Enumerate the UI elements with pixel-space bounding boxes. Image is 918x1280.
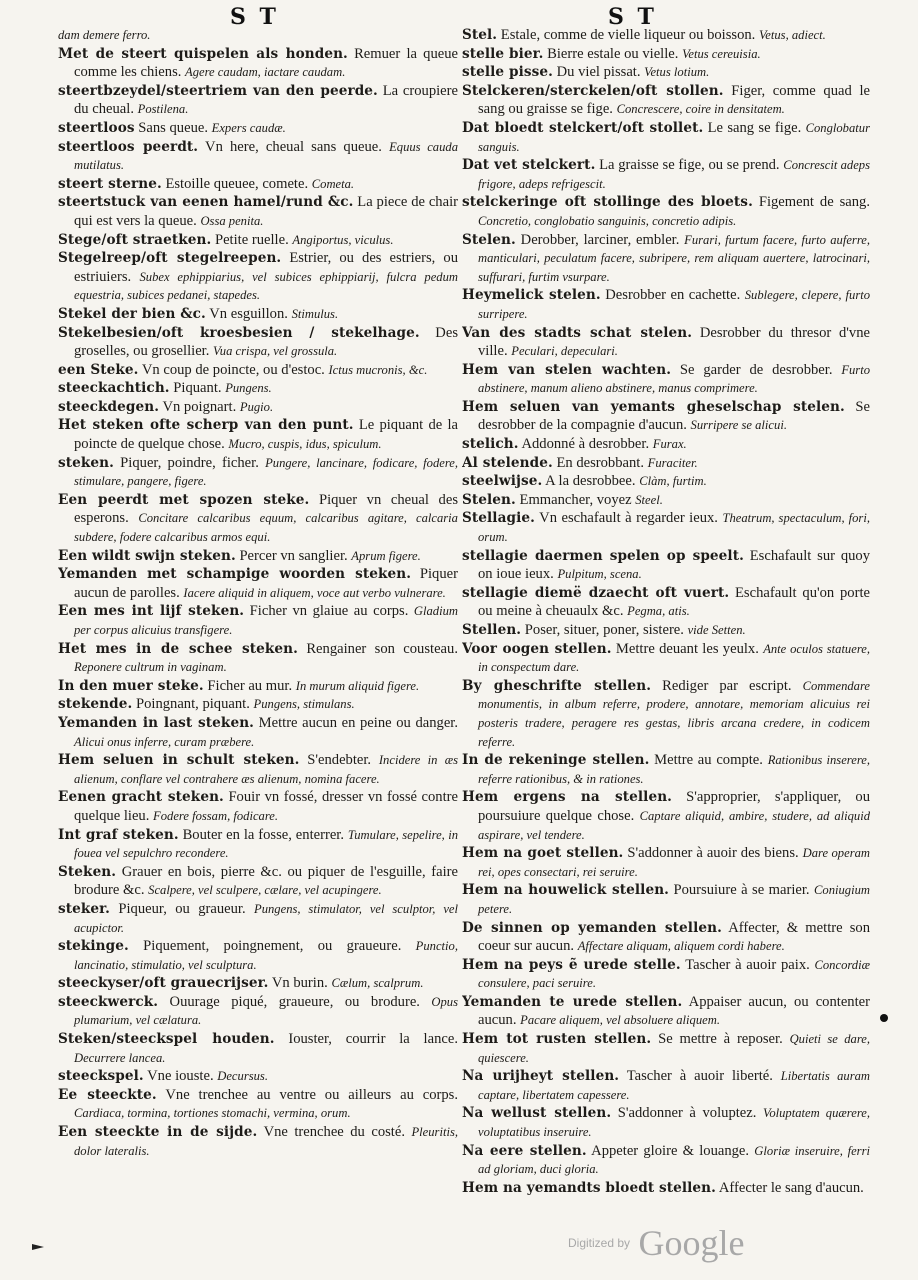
dictionary-entry (462, 1104, 870, 1141)
entry-headword: steert sterne. (58, 175, 162, 192)
entry-headword: Het steken ofte scherp van den punt. (58, 417, 354, 434)
dictionary-entry (462, 398, 870, 435)
dictionary-entry (58, 937, 458, 974)
dictionary-entry (58, 361, 458, 380)
entry-french-gloss: Eschafault qu'on porte ou meine à cheuaulx &c. (478, 584, 870, 620)
entry-french-gloss: Rengainer son cousteau. (297, 640, 458, 657)
entry-headword: steertloos peerdt. (58, 138, 199, 155)
entry-headword: Stellen. (462, 622, 522, 638)
dictionary-entry (462, 640, 870, 677)
entry-headword: Hem na goet stellen. (462, 845, 624, 862)
dictionary-entry (462, 1067, 870, 1104)
entry-latin-gloss: Pungens, stimulator, vel sculptor, vel acupictor. (74, 901, 458, 935)
entry-french-gloss: Du viel pissat. (552, 64, 645, 81)
entry-headword: By gheschrifte stellen. (462, 677, 652, 694)
entry-headword: steertbzeydel/steertriem van den peerde. (58, 82, 378, 99)
entry-french-gloss: Estrier, ou des estriers, ou estriuiers. (74, 250, 458, 285)
dictionary-entry (58, 231, 458, 250)
entry-latin-gloss: Cardiaca, tormina, tortiones stomachi, vermina, orum. (74, 1106, 351, 1121)
entry-french-gloss: Vne trenchee au ventre ou ailleurs au corps. (156, 1086, 458, 1103)
entry-latin-gloss: Scalpere, vel sculpere, cælare, vel acupingere. (148, 883, 382, 898)
dictionary-entry (58, 416, 458, 453)
entry-headword: Int graf steken. (58, 826, 179, 843)
dictionary-entry (58, 82, 458, 119)
entry-latin-gloss: Gladium per corpus alicuius transfigere. (74, 604, 458, 637)
entry-french-gloss: Iouster, courrir la lance. (274, 1031, 458, 1048)
right-column (462, 26, 870, 1271)
entry-french-gloss: Piqueur, ou graueur. (110, 900, 255, 917)
entry-french-gloss: Figer, comme quad le sang ou graisse se fige. (478, 82, 870, 118)
dictionary-entry (462, 677, 870, 751)
entry-headword: Hem tot rusten stellen. (462, 1031, 652, 1048)
entry-french-gloss: Derobber, larciner, embler. (515, 231, 685, 248)
entry-latin-gloss: Angiportus, viculus. (292, 232, 394, 247)
running-head-right: S T (608, 4, 657, 30)
entry-french-gloss: Mettre au compte. (649, 752, 768, 769)
entry-latin-gloss: Furaciter. (647, 455, 698, 470)
entry-headword: stelich. (462, 436, 519, 453)
entry-latin-gloss: In murum aliquid figere. (295, 678, 420, 693)
dictionary-entry (58, 1067, 458, 1086)
entry-headword: steeckspel. (58, 1068, 144, 1085)
entry-french-gloss: Se desrobber de la compagnie d'aucun. (478, 398, 870, 434)
entry-headword: De sinnen op yemanden stellen. (462, 919, 722, 936)
entry-latin-gloss: Coniugium petere. (478, 883, 870, 916)
entry-latin-gloss: Libertatis auram captare, libertatem capessere. (478, 1069, 870, 1102)
entry-headword: steertloos (58, 119, 135, 136)
ink-dot-mark (880, 1014, 888, 1022)
entry-headword: Hem na yemandts bloedt stellen. (462, 1179, 716, 1196)
entry-headword: Dat bloedt stelckert/oft stollet. (462, 119, 704, 136)
dictionary-entry (58, 788, 458, 825)
entry-headword: stellagie daermen spelen op speelt. (462, 547, 744, 564)
entry-french-gloss: Ouurage piqué, graueure, ou brodure. (158, 993, 432, 1010)
entry-french-gloss: La piece de chair qui est vers la queue. (74, 194, 458, 229)
entry-latin-gloss: Concretio, conglobatio sanguinis, concretio adipis. (478, 213, 737, 228)
entry-french-gloss: Figement de sang. (752, 194, 870, 211)
entry-latin-gloss: Ossa penita. (200, 213, 264, 228)
dictionary-entry (462, 26, 870, 45)
entry-headword: Hem ergens na stellen. (462, 789, 673, 806)
dictionary-entry (462, 286, 870, 323)
entry-headword: Na eere stellen. (462, 1142, 587, 1159)
margin-arrow-mark (32, 1244, 44, 1250)
entry-latin-gloss: Alicui onus inferre, curam præbere. (74, 734, 255, 749)
entry-french-gloss: Sans queue. (134, 119, 212, 136)
entry-headword: steeckdegen. (58, 398, 160, 415)
dictionary-entry (58, 491, 458, 547)
dictionary-entry (462, 82, 870, 119)
entry-french-gloss: Se mettre à reposer. (651, 1031, 790, 1048)
dictionary-entry (58, 1123, 458, 1160)
dictionary-entry (58, 677, 458, 696)
dictionary-entry (462, 993, 870, 1030)
dictionary-entry (462, 956, 870, 993)
entry-french-gloss: Eschafault sur quoy on ioue ieux. (478, 547, 870, 583)
entry-french-gloss: S'addonner à auoir des biens. (623, 845, 803, 862)
entry-headword: stellagie diemë dzaecht oft vuert. (462, 584, 730, 601)
entry-headword: steeckachtich. (58, 380, 170, 397)
entry-headword: Voor oogen stellen. (462, 640, 612, 657)
dictionary-entry (462, 156, 870, 193)
entry-french-gloss: Addonné à desrobber. (518, 436, 653, 453)
dictionary-entry (58, 1030, 458, 1067)
entry-latin-gloss: Furari, furtum facere, furto auferre, manticulari, peculatum facere, subripere, rem aliquam auertere, latrocinari, suffurari, furtim vsurpare. (478, 232, 870, 284)
entry-headword: Na urijheyt stellen. (462, 1068, 620, 1085)
entry-french-gloss: Tascher à auoir liberté. (619, 1068, 781, 1085)
entry-headword: Stekelbesien/oft kroesbesien / stekelhage. (58, 324, 420, 341)
digitized-watermark (568, 1222, 744, 1264)
dictionary-entry (58, 695, 458, 714)
dictionary-entry (462, 63, 870, 82)
entry-latin-gloss: Captare aliquid, ambire, studere, ad aliquid aspirare, vel tendere. (478, 808, 870, 842)
entry-french-gloss: Percer vn sanglier. (235, 547, 352, 564)
entry-latin-gloss: Sublegere, clepere, furto surripere. (478, 288, 870, 321)
dictionary-entry (58, 863, 458, 900)
entry-latin-gloss: Equus cauda mutilatus. (74, 139, 458, 173)
entry-french-gloss: Tascher à auoir paix. (680, 956, 815, 973)
dictionary-entry (462, 45, 870, 64)
entry-french-gloss: Bierre estale ou vielle. (543, 45, 683, 62)
entry-latin-gloss: Concordiæ consulere, paci seruire. (478, 957, 870, 991)
entry-latin-gloss: Furax. (652, 437, 687, 452)
entry-latin-gloss: Pulpitum, scena. (557, 567, 642, 582)
entry-latin-gloss: Clàm, furtim. (639, 474, 707, 489)
entry-headword: Stellagie. (462, 510, 535, 527)
dictionary-entry (462, 1030, 870, 1067)
entry-latin-gloss: Pungens, stimulans. (253, 697, 355, 712)
dictionary-entry (58, 119, 458, 138)
entry-latin-gloss: Opus plumarium, vel cælatura. (74, 994, 458, 1028)
entry-latin-gloss: Incidere in æs alienum, conflare vel contrahere æs alienum, nomina facere. (74, 753, 458, 786)
entry-latin-gloss: Conglobatur sanguis. (478, 120, 870, 154)
entry-latin-gloss: Dare operam rei, opes consectari, rei seruire. (478, 846, 870, 879)
entry-headword: Na wellust stellen. (462, 1105, 612, 1122)
entry-french-gloss: Desrobber du thresor d'vne ville. (478, 324, 870, 360)
entry-french-gloss: La graisse se fige, ou se prend. (595, 157, 784, 174)
dictionary-entry (462, 844, 870, 881)
dictionary-entry (58, 454, 458, 491)
entry-french-gloss: Des groselles, ou grosellier. (74, 324, 458, 360)
entry-latin-gloss: Pacare aliquem, vel absoluere aliquem. (520, 1013, 720, 1028)
running-head-left: S T (230, 4, 279, 30)
entry-headword: steertstuck van eenen hamel/rund &c. (58, 194, 354, 211)
dictionary-entry (462, 193, 870, 230)
entry-latin-gloss: Rationibus inserere, referre rationibus, & in rationes. (478, 753, 870, 786)
dictionary-entry (58, 714, 458, 751)
dictionary-entry (462, 231, 870, 287)
entry-latin-gloss: dam demere ferro. (58, 28, 151, 42)
entry-headword: Een steeckte in de sijde. (58, 1124, 258, 1141)
entry-latin-gloss: Pungens. (225, 381, 272, 396)
entry-french-gloss: Estale, comme de vielle liqueur ou boisson. (497, 27, 759, 43)
entry-latin-gloss: Fodere fossam, fodicare. (153, 808, 279, 823)
entry-latin-gloss: Cælum, scalprum. (331, 976, 424, 991)
dictionary-entry (462, 361, 870, 398)
entry-latin-gloss: Quieti se dare, quiescere. (478, 1032, 870, 1065)
left-column (58, 26, 458, 1271)
entry-headword: Stegelreep/oft stegelreepen. (58, 250, 282, 267)
dictionary-entry (462, 509, 870, 546)
entry-headword: Een wildt swijn steken. (58, 547, 236, 564)
entry-french-gloss: Piquer vn cheual des esperons. (74, 491, 458, 527)
entry-french-gloss: Poser, situer, poner, sistere. (521, 622, 688, 638)
dictionary-entry (462, 472, 870, 491)
entry-headword: steker. (58, 900, 110, 917)
entry-latin-gloss: Steel. (635, 492, 663, 507)
entry-french-gloss: Petite ruelle. (211, 231, 293, 248)
entry-latin-gloss: Decursus. (217, 1069, 268, 1084)
entry-latin-gloss: Theatrum, spectaculum, fori, orum. (478, 511, 870, 545)
entry-french-gloss: Grauer en bois, pierre &c. ou piquer de l'esguille, faire brodure &c. (74, 863, 458, 899)
entry-french-gloss: Mettre aucun en peine ou danger. (254, 714, 458, 731)
dictionary-entry (58, 193, 458, 230)
entry-latin-gloss: Concrescere, coire in densitatem. (616, 102, 785, 117)
entry-french-gloss: A la desrobbee. (542, 473, 640, 490)
entry-french-gloss: La croupiere du cheual. (74, 82, 458, 118)
entry-headword: stelckeringe oft stollinge des bloets. (462, 194, 753, 211)
entry-latin-gloss: Stimulus. (291, 306, 339, 321)
entry-headword: Hem na peys ẽ urede stelle. (462, 956, 681, 973)
dictionary-entry (58, 900, 458, 937)
entry-french-gloss: Appeter gloire & louange. (586, 1142, 755, 1159)
entry-headword: Stelen. (462, 231, 516, 248)
entry-french-gloss: En desrobbant. (552, 454, 648, 471)
entry-headword: Dat vet stelckert. (462, 157, 596, 174)
entry-latin-gloss: Peculari, depeculari. (511, 344, 618, 359)
entry-headword: Hem seluen van yemants gheselschap stelen. (462, 398, 845, 415)
entry-french-gloss: Ficher au mur. (203, 677, 296, 694)
entry-french-gloss: S'approprier, s'appliquer, ou poursuiure quelque chose. (478, 789, 870, 824)
dictionary-entry (58, 547, 458, 566)
entry-latin-gloss: Mucro, cuspis, idus, spiculum. (228, 437, 382, 452)
entry-headword: stelle pisse. (462, 64, 553, 81)
dictionary-entry (58, 138, 458, 175)
entry-headword: Al stelende. (462, 454, 553, 471)
entry-latin-gloss: Concitare calcaribus equum, calcaribus agitare, calcaria subdere, fodere calcaribus armos equi. (74, 511, 458, 545)
entry-french-gloss: Vne trenchee du costé. (257, 1124, 412, 1141)
entry-french-gloss: Estoille queuee, comete. (161, 175, 312, 192)
entry-french-gloss: Piquer, poindre, ficher. (113, 454, 266, 471)
entry-latin-gloss: Ante oculos statuere, in conspectum dare. (478, 641, 870, 675)
dictionary-entry (462, 491, 870, 510)
dictionary-entry (462, 584, 870, 621)
entry-headword: Yemanden te urede stellen. (462, 993, 683, 1010)
dictionary-entry (462, 788, 870, 844)
entry-headword: Heymelick stelen. (462, 287, 601, 304)
entry-french-gloss: Piquant. (169, 380, 226, 397)
entry-french-gloss: Appaiser aucun, ou contenter aucun. (478, 993, 870, 1029)
entry-headword: Stekel der bien &c. (58, 305, 206, 322)
entry-headword: Steken/steeckspel houden. (58, 1031, 275, 1048)
entry-latin-gloss: Vetus, adiect. (758, 28, 826, 42)
entry-headword: stelle bier. (462, 45, 544, 62)
watermark-small-text: Digitized by (568, 1236, 631, 1250)
entry-latin-gloss: Reponere cultrum in vaginam. (74, 660, 227, 675)
dictionary-entry (462, 547, 870, 584)
entry-headword: Yemanden met schampige woorden steken. (58, 566, 412, 583)
dictionary-entry (58, 826, 458, 863)
entry-headword: steelwijse. (462, 473, 543, 490)
entry-latin-gloss: Ictus mucronis, &c. (328, 362, 428, 377)
entry-french-gloss: Vn esguillon. (205, 305, 292, 322)
dictionary-entry (58, 45, 458, 82)
entry-headword: Ee steeckte. (58, 1086, 157, 1103)
dictionary-entry (462, 1179, 870, 1198)
entry-headword: Hem van stelen wachten. (462, 361, 672, 378)
entry-french-gloss: S'addonner à voluptez. (611, 1105, 764, 1122)
entry-latin-gloss: Vetus lotium. (644, 65, 710, 80)
dictionary-entry (58, 324, 458, 361)
entry-headword: Yemanden in last steken. (58, 714, 255, 731)
entry-latin-gloss: vide Setten. (687, 623, 746, 637)
entry-latin-gloss: Commendare monumentis, in album referre, prodere, annotare, memoriam alicuius rei posteris tradere, peragere res gestas, libris arcana credere, in codicem referre. (478, 678, 870, 749)
entry-latin-gloss: Pugio. (239, 399, 274, 414)
entry-headword: stekende. (58, 696, 133, 713)
dictionary-entry (58, 26, 458, 45)
entry-headword: In den muer steke. (58, 677, 204, 694)
entry-french-gloss: Affecter, & mettre son coeur sur aucun. (478, 919, 870, 955)
entry-french-gloss: Poursuiure à se marier. (669, 882, 814, 899)
entry-headword: Stel. (462, 27, 498, 43)
dictionary-entry (462, 919, 870, 956)
entry-headword: Met de steert quispelen als honden. (58, 45, 348, 62)
entry-headword: stekinge. (58, 938, 129, 955)
entry-headword: steeckyser/oft grauecrijser. (58, 975, 269, 992)
dictionary-entry (58, 751, 458, 788)
entry-french-gloss: Emmancher, voyez (515, 491, 636, 508)
entry-french-gloss: Fouir vn fossé, dresser vn fossé contre quelque lieu. (74, 789, 458, 824)
entry-latin-gloss: Vua crispa, vel grossula. (213, 344, 338, 359)
entry-french-gloss: S'endebter. (299, 752, 379, 769)
dictionary-entry (462, 881, 870, 918)
dictionary-entry (462, 119, 870, 156)
entry-headword: Het mes in de schee steken. (58, 640, 298, 657)
entry-latin-gloss: Cometa. (311, 176, 355, 191)
entry-french-gloss: Rediger par escript. (651, 677, 803, 694)
entry-latin-gloss: Tumulare, sepelire, in fouea vel sepulchro recondere. (74, 827, 458, 861)
entry-headword: Een peerdt met spozen steke. (58, 491, 310, 508)
dictionary-entry (58, 305, 458, 324)
entry-latin-gloss: Voluptatem quærere, voluptatibus inseruire. (478, 1106, 870, 1140)
entry-latin-gloss: Postilena. (137, 102, 189, 117)
entry-latin-gloss: Surripere se alicui. (690, 418, 787, 433)
entry-french-gloss: Le sang se fige. (703, 119, 806, 136)
entry-latin-gloss: Expers caudæ. (211, 120, 286, 135)
entry-latin-gloss: Pleuritis, dolor lateralis. (74, 1125, 458, 1158)
entry-french-gloss: Remuer la queue comme les chiens. (74, 45, 458, 81)
entry-french-gloss: Piquement, poingnement, ou graueure. (128, 938, 416, 955)
watermark-google-text: Google (638, 1223, 745, 1263)
entry-headword: Een mes int lijf steken. (58, 603, 245, 620)
entry-headword: Hem seluen in schult steken. (58, 752, 300, 769)
entry-headword: Stege/oft straetken. (58, 231, 212, 248)
entry-latin-gloss: Furto abstinere, manum alieno abstinere, manus comprimere. (478, 362, 870, 396)
entry-french-gloss: Bouter en la fosse, enterrer. (178, 826, 348, 843)
entry-headword: Eenen gracht steken. (58, 789, 224, 806)
entry-french-gloss: Mettre deuant les yeulx. (611, 640, 764, 657)
entry-headword: steken. (58, 454, 114, 471)
entry-french-gloss: Le piquant de la poincte de quelque chose. (74, 417, 458, 453)
entry-french-gloss: Se garder de desrobber. (671, 361, 842, 378)
dictionary-entry (58, 175, 458, 194)
entry-latin-gloss: Subex ephippiarius, vel subices ephippiarij, fulcra pedum equestria, subices pedanei, stapedes. (74, 269, 458, 303)
dictionary-entry (462, 1142, 870, 1179)
dictionary-entry (58, 398, 458, 417)
entry-french-gloss: Vn coup de poincte, ou d'estoc. (138, 361, 329, 378)
dictionary-entry (58, 640, 458, 677)
entry-french-gloss: Vn here, cheual sans queue. (198, 138, 390, 155)
dictionary-entry (462, 454, 870, 473)
entry-latin-gloss: Decurrere lancea. (74, 1050, 166, 1065)
dictionary-entry (58, 993, 458, 1030)
entry-french-gloss: Piquer aucun de parolles. (74, 566, 458, 601)
entry-latin-gloss: Punctio, lancinatio, stimulatio, vel sculptura. (74, 939, 458, 972)
entry-french-gloss: Poingnant, piquant. (132, 696, 254, 713)
entry-french-gloss: Vn burin. (268, 975, 332, 992)
entry-latin-gloss: Aprum figere. (351, 548, 421, 563)
entry-latin-gloss: Affectare aliquam, aliquem cordi habere. (577, 939, 785, 954)
entry-french-gloss: Vn poignart. (159, 398, 240, 415)
entry-latin-gloss: Gloriæ inseruire, ferri ad gloriam, duci gloria. (478, 1143, 870, 1177)
dictionary-entry (462, 751, 870, 788)
dictionary-entry (58, 565, 458, 602)
entry-latin-gloss: Concrescit adeps frigore, adeps refrigescit. (478, 158, 870, 191)
entry-latin-gloss: Vetus cereuisia. (682, 46, 761, 61)
dictionary-entry (58, 379, 458, 398)
entry-headword: In de rekeninge stellen. (462, 752, 650, 769)
entry-headword: een Steke. (58, 361, 139, 378)
dictionary-entry (58, 974, 458, 993)
entry-headword: Stelen. (462, 491, 516, 508)
entry-headword: Hem na houwelick stellen. (462, 882, 670, 899)
dictionary-entry (58, 249, 458, 305)
entry-headword: Van des stadts schat stelen. (462, 324, 693, 341)
entry-headword: Steken. (58, 863, 117, 880)
entry-french-gloss: Affecter le sang d'aucun. (716, 1179, 864, 1196)
entry-french-gloss: Vne iouste. (143, 1068, 218, 1085)
entry-french-gloss: Desrobber en cachette. (600, 287, 745, 304)
entry-french-gloss: Vn eschafault à regarder ieux. (534, 510, 723, 527)
dictionary-entry (462, 621, 870, 640)
dictionary-entry (58, 1086, 458, 1123)
entry-latin-gloss: Agere caudam, iactare caudam. (185, 65, 346, 80)
entry-latin-gloss: Pegma, atis. (627, 604, 690, 619)
entry-latin-gloss: Pungere, lancinare, fodicare, fodere, stimulare, pangere, figere. (74, 455, 458, 489)
dictionary-entry (462, 435, 870, 454)
dictionary-entry (462, 324, 870, 361)
entry-latin-gloss: Iacere aliquid in aliquem, voce aut verbo vulnerare. (183, 585, 446, 600)
entry-headword: steeckwerck. (58, 993, 159, 1010)
dictionary-entry (58, 602, 458, 639)
entry-french-gloss: Ficher vn glaiue au corps. (244, 603, 414, 620)
entry-headword: Stelckeren/sterckelen/oft stollen. (462, 82, 724, 99)
